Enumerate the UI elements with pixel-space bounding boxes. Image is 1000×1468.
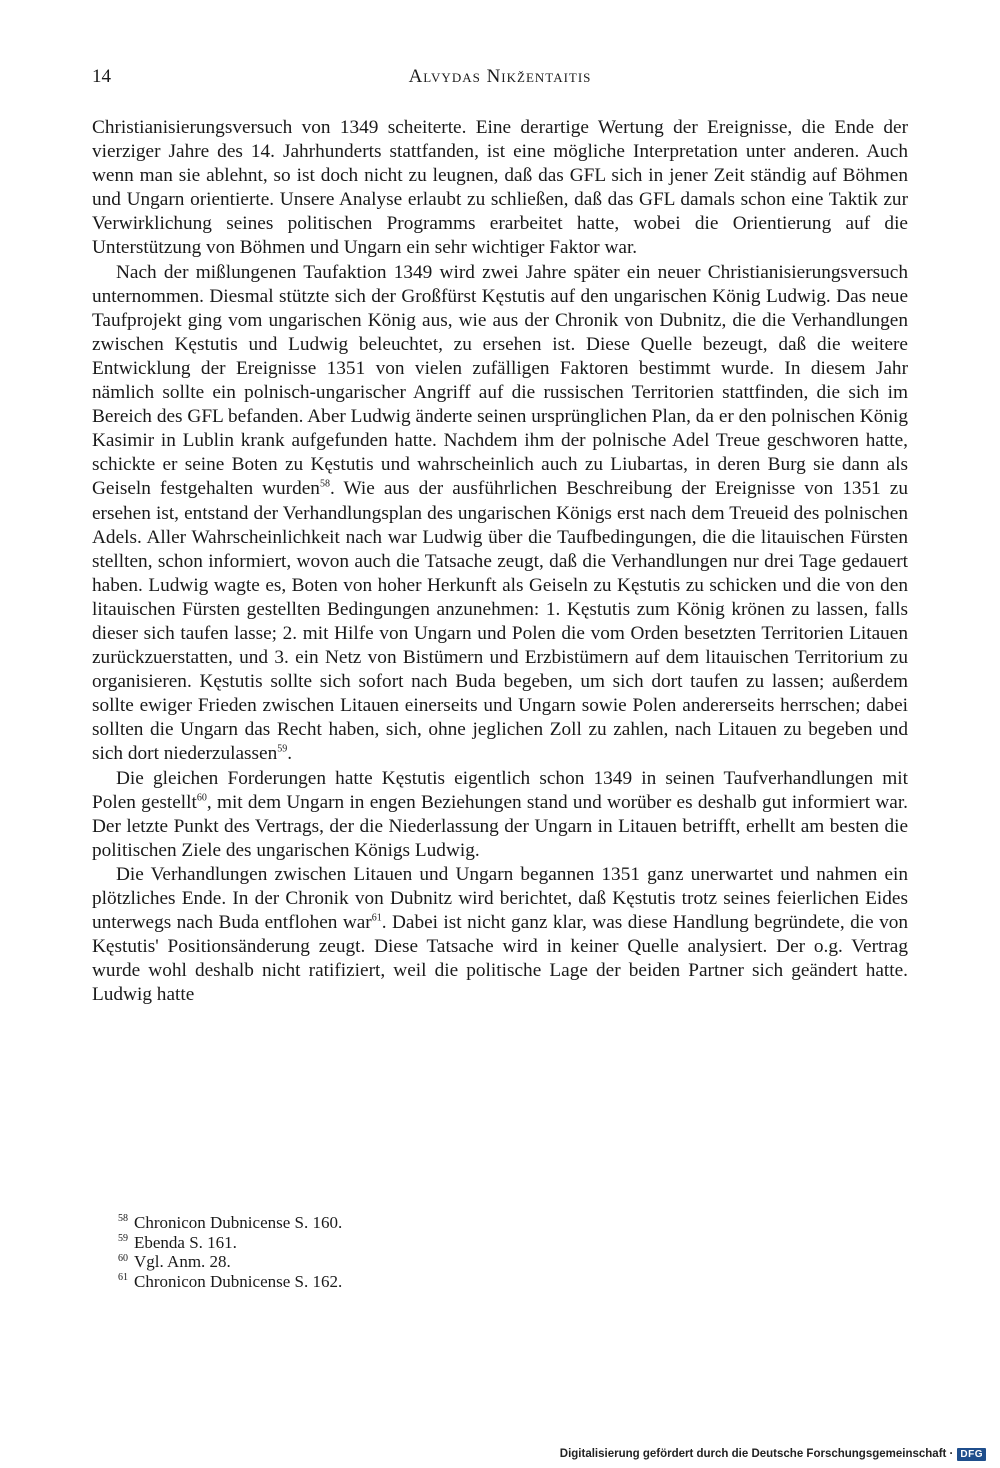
footnote-number: 59	[118, 1232, 128, 1244]
credit-text: Digitalisierung gefördert durch die Deutsche Forschungsgemeinschaft ·	[559, 1448, 954, 1460]
footnote-number: 61	[118, 1272, 128, 1284]
paragraph-1: Christianisierungsversuch von 1349 scheiterte. Eine derartige Wertung der Ereignisse, die Ende der vierziger Jahre des 14. Jahrhunderts stattfanden, ist eine mögliche Interpretation unter anderen. Auch wenn man sie ablehnt, so ist doch nicht zu leugnen, daß das GFL sich in jener Zeit ständig auf Böhmen und Ungarn orientierte. Unsere Analyse erlaubt zu schließen, daß das GFL damals schon eine Taktik zur Verwirklichung seines politischen Programms erarbeitet hatte, wobei die Orientierung auf die Unterstützung von Böhmen und Ungarn ein sehr wichtiger Faktor war.	[92, 117, 908, 259]
paragraph-3-text-b: , mit dem Ungarn in engen Beziehungen stand und worüber es deshalb gut informiert war. Der letzte Punkt des Vertrags, der die Niederlassung der Ungarn in Litauen betrifft, erhellt am besten die politischen Ziele des ungarischen Königs Ludwig.	[92, 791, 908, 861]
footnote-ref-61[interactable]: 61	[371, 912, 382, 924]
paragraph-2-text-c: .	[287, 743, 293, 765]
footnote-61	[118, 1272, 818, 1292]
footnote-ref-59[interactable]: 59	[277, 744, 288, 756]
paragraph-2-text-a: Nach der mißlungenen Taufaktion 1349 wird zwei Jahre später ein neuer Christianisierungsversuch unternommen. Diesmal stützte sich der Großfürst Kęstutis auf den ungarischen König Ludwig. Das neue Taufprojekt ging vom ungarischen König aus, wie aus der Chronik von Dubnitz, die die Verhandlungen zwischen Kęstutis und Ludwig beleuchtet, zu ersehen ist. Diese Quelle bezeugt, daß die weitere Entwicklung der Ereignisse 1351 von vielen zufälligen Faktoren bestimmt wurde. In diesem Jahr nämlich sollte ein polnisch-ungarischer Angriff auf die russischen Territorien stattfinden, die sich im Bereich des GFL befanden. Aber Ludwig änderte seinen ursprünglichen Plan, da er den polnischen König Kasimir in Lublin krank aufgefunden hatte. Nachdem ihm der polnische Adel Treue geschworen hatte, schickte er seine Boten zu Kęstutis und wahrscheinlich auch zu Liubartas, in deren Burg sie dann als Geiseln festgehalten wurden	[92, 261, 908, 500]
paragraph-3	[92, 767, 908, 863]
running-head: Alvydas Nikžentaitis	[408, 66, 592, 87]
footnote-text: Ebenda S. 161.	[134, 1232, 237, 1252]
footnote-number: 60	[118, 1252, 128, 1264]
dfg-logo[interactable]: DFG	[957, 1448, 986, 1461]
paragraph-4-text-a: Die Verhandlungen zwischen Litauen und Ungarn begannen 1351 ganz unerwartet und nahmen ein plötzliches Ende. In der Chronik von Dubnitz wird berichtet, daß Kęstutis trotz seines feierlichen Eides unterwegs nach Buda entflohen war	[92, 863, 908, 934]
footnote-60	[118, 1252, 818, 1272]
paragraph-4-text-b: . Dabei ist nicht ganz klar, was diese Handlung begründete, die von Kęstutis' Positionsänderung zeugt. Diese Tatsache wird in keiner Quelle analysiert. Der o.g. Vertrag wurde wohl deshalb nicht ratifiziert, weil die politische Lage der beiden Partner sich geändert hatte. Ludwig hatte	[92, 912, 908, 1006]
footnote-ref-58[interactable]: 58	[319, 478, 330, 490]
digitization-credit	[560, 1446, 986, 1462]
footnote-ref-60[interactable]: 60	[196, 792, 207, 804]
footnote-58	[118, 1213, 818, 1233]
paragraph-2	[92, 261, 908, 767]
body-text	[92, 116, 908, 1007]
footnote-text: Vgl. Anm. 28.	[134, 1252, 231, 1272]
paragraph-2-text-b: . Wie aus der ausführlichen Beschreibung der Ereignisse von 1351 zu ersehen ist, entstand der Verhandlungsplan des ungarischen Königs erst nach dem Treueid des polnischen Adels. Aller Wahrscheinlichkeit nach war Ludwig über die Taufbedingungen, die die litauischen Fürsten stellten, schon informiert, wovon auch die Tatsache zeugt, daß die Verhandlungen nur drei Tage gedauert haben. Ludwig wagte es, Boten von hoher Herkunft als Geiseln zu Kęstutis zu schicken und die von den litauischen Fürsten gestellten Bedingungen anzunehmen: 1. Kęstutis zum König krönen zu lassen, falls dieser sich taufen lasse; 2. mit Hilfe von Ungarn und Polen die vom Orden besetzten Territorien Litauen zurückzuerstatten, und 3. ein Netz von Bistümern und Erzbistümern auf dem litauischen Territorium zu organisieren. Kęstutis sollte sich sofort nach Buda begeben, um sich dort taufen zu lassen; außerdem sollte ewiger Frieden zwischen Litauen einerseits und Ungarn sowie Polen andererseits herrschen; dabei sollten die Ungarn das Recht haben, sich, ohne jeglichen Zoll zu zahlen, nach Litauen zu begeben und sich dort niederzulassen	[92, 478, 908, 765]
page-header	[92, 66, 908, 92]
footnote-text: Chronicon Dubnicense S. 160.	[134, 1213, 343, 1232]
paragraph-4	[92, 863, 908, 1008]
footnote-number: 58	[118, 1213, 128, 1225]
footnote-59	[118, 1233, 818, 1253]
page-number: 14	[92, 66, 111, 87]
paragraph-3-text-a: Die gleichen Forderungen hatte Kęstutis eigentlich schon 1349 in seinen Taufverhandlungen mit Polen gestellt	[92, 767, 908, 813]
footnote-text: Chronicon Dubnicense S. 162.	[134, 1271, 343, 1291]
footnotes	[118, 1213, 818, 1291]
